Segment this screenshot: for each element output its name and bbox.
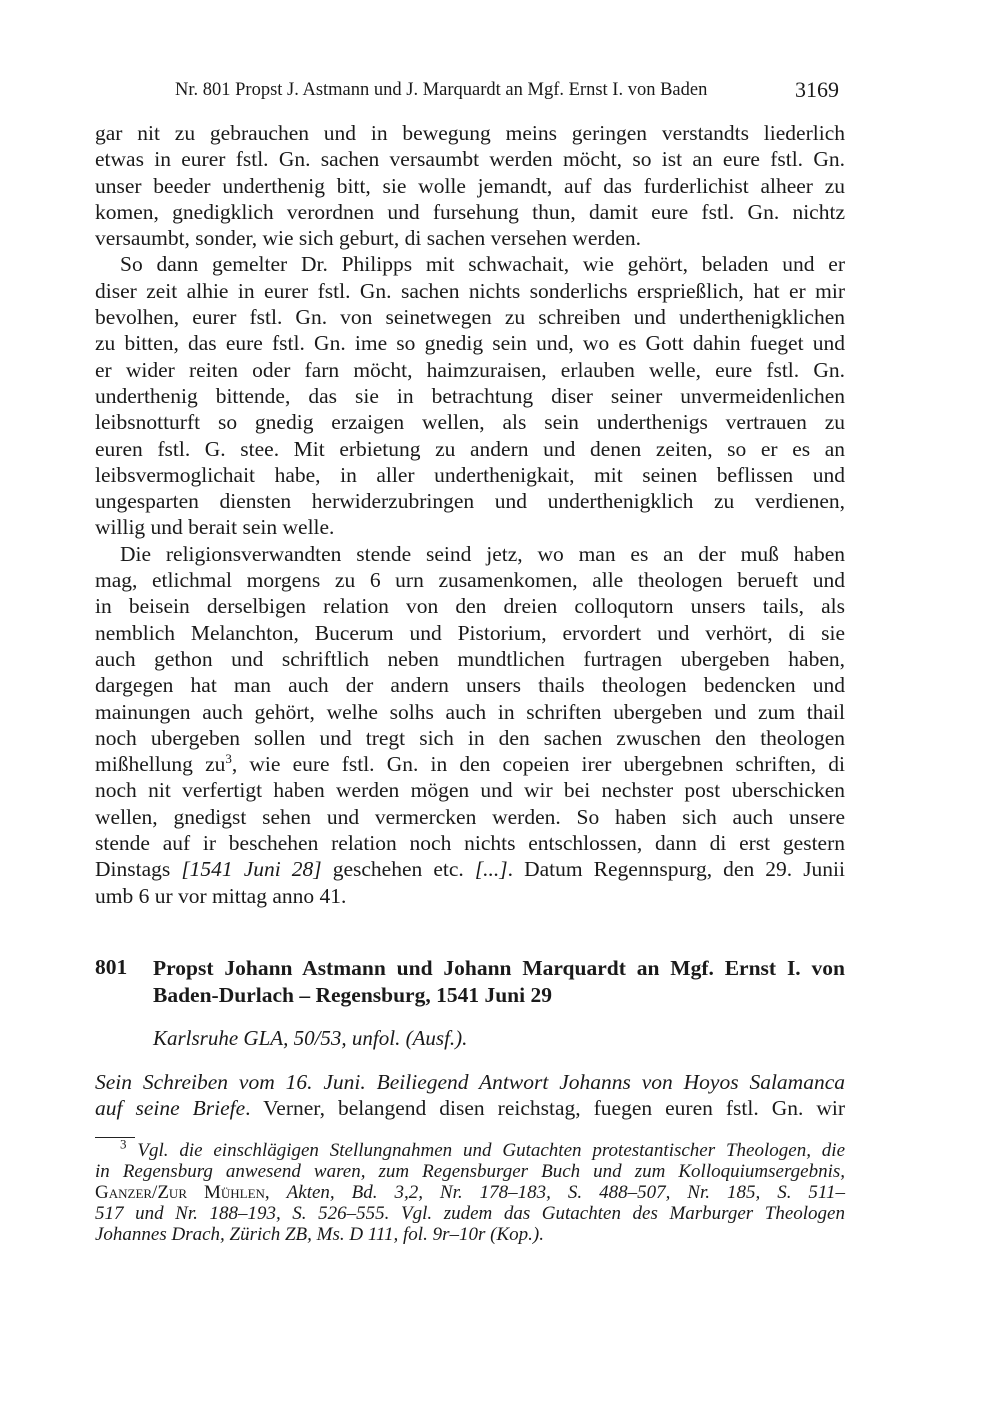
text-line	[95, 804, 845, 830]
text-segment: noch nit verfertigt haben werden mögen und wir bei nechster post uberschicken	[95, 778, 845, 803]
entry-title-line: Propst Johann Astmann und Johann Marquardt an Mgf. Ernst I. von	[153, 956, 845, 980]
text-line	[95, 620, 845, 646]
text-line	[95, 777, 845, 803]
letter-body-text	[95, 120, 845, 909]
text-segment: unser beeder underthenig bitt, sie wolle jemandt, auf das furderlichist alheer zu	[95, 173, 845, 198]
text-segment: Die religionsverwandten stende seind jetz, wo man es an der muß haben	[120, 541, 845, 566]
text-line	[95, 357, 845, 383]
text-segment: . Verner, belangend disen reichstag, fuegen euren fstl. Gn. wir	[245, 1096, 845, 1121]
text-segment: Dinstags	[95, 857, 182, 882]
footnote-marker: 3	[120, 1136, 127, 1152]
text-segment: leibsnotturft so gnedig erzaigen wellen, als sein underthenigs vertrauen zu	[95, 410, 845, 435]
text-segment: Akten, Bd. 3,2, Nr. 178–183, S. 488–507, Nr. 185, S. 511–	[286, 1182, 846, 1203]
text-segment: auch gethon und schriftlich neben mundtlichen furtragen ubergeben haben,	[95, 646, 845, 671]
text-line	[95, 883, 845, 909]
text-line	[95, 856, 845, 882]
text-line	[95, 1224, 845, 1245]
text-segment: , wie eure fstl. Gn. in den copeien irer ubergebnen schriften, di	[231, 752, 845, 777]
text-segment: euren fstl. G. stee. Mit erbietung zu andern und denen zeiten, so er es an	[95, 436, 845, 461]
text-segment: in beisein derselbigen relation von den dreien colloqutorn unsers tails, als	[95, 594, 845, 619]
text-line	[95, 330, 845, 356]
text-segment: Johannes Drach, Zürich ZB, Ms. D 111, fol. 9r–10r (Kop.).	[95, 1224, 544, 1245]
text-segment: noch ubergeben sollen und tregt sich in den sachen zwuschen den theologen	[95, 725, 845, 750]
text-line	[95, 1182, 845, 1203]
archival-source: Karlsruhe GLA, 50/53, unfol. (Ausf.).	[153, 1026, 468, 1050]
text-segment: willig und berait sein welle.	[95, 515, 335, 540]
text-line	[95, 173, 845, 199]
page-number: 3169	[795, 77, 839, 102]
text-segment	[127, 1140, 138, 1161]
footnote	[95, 1136, 846, 1245]
text-segment: komen, gnedigklich verordnen und fursehung thun, damit eure fstl. Gn. nichtz	[95, 199, 845, 224]
text-segment: [...]	[474, 857, 508, 882]
text-segment: [1541 Juni 28]	[181, 857, 322, 882]
running-header: Nr. 801 Propst J. Astmann und J. Marquardt an Mgf. Ernst I. von Baden	[175, 80, 708, 100]
text-segment: mag, etlichmal morgens zu 6 urn zusamenkomen, alle theologen berueft und	[95, 568, 845, 593]
text-segment: mainungen auch gehört, welhe solhs auch in schriften ubergeben und zum thail	[95, 699, 845, 724]
text-line	[95, 1161, 845, 1182]
text-segment: in Regensburg anwesend waren, zum Regensburger Buch und zum Kolloquiumsergebnis,	[95, 1161, 845, 1182]
text-segment: zu bitten, das eure fstl. Gn. ime so gnedig sein und, wo es Gott dahin fueget und	[95, 331, 845, 356]
text-line	[95, 225, 845, 251]
text-segment: gar nit zu gebrauchen und in bewegung meins geringen verstandts liederlich	[95, 121, 845, 145]
text-segment: ungesparten diensten herwiderzubringen und underthenigklich zu verdienen,	[95, 489, 845, 514]
text-line	[95, 1136, 845, 1161]
text-line	[95, 462, 845, 488]
text-segment: underthenig bittende, das sie in betrachtung diser seiner unvermeidenlichen	[95, 383, 845, 408]
text-line	[95, 436, 845, 462]
text-line	[95, 725, 845, 751]
entry-heading	[95, 955, 845, 1009]
text-segment: diser zeit alhie in eurer fstl. Gn. sachen nichts sonderlichs ersprießlich, hat er mir	[95, 278, 845, 303]
text-line	[95, 514, 845, 540]
text-segment: leibsvermoglichait habe, in aller underthenigkait, mit seinen beflissen und	[95, 462, 845, 487]
text-line	[95, 383, 845, 409]
text-line	[95, 541, 845, 567]
text-line	[95, 672, 845, 698]
text-segment: dargegen hat man auch der andern unsers thails theologen bedencken und	[95, 673, 845, 698]
text-segment: So dann gemelter Dr. Philipps mit schwachait, wie gehört, beladen und er	[120, 252, 845, 277]
text-line	[95, 1069, 845, 1095]
text-segment: Ganzer/Zur Mühlen	[95, 1182, 265, 1203]
text-segment: auf seine Briefe	[95, 1096, 246, 1121]
text-segment: etwas in eurer fstl. Gn. sachen versaumbt werden möcht, so ist an eure fstl. Gn.	[95, 147, 845, 172]
text-line	[95, 278, 845, 304]
text-segment: nemblich Melanchton, Bucerum und Pistorium, ervordert und verhört, di sie	[95, 620, 845, 645]
text-segment: ,	[264, 1182, 287, 1203]
footnote-rule	[95, 1137, 135, 1138]
text-segment: versaumbt, sonder, wie sich geburt, di sachen versehen werden.	[95, 226, 642, 251]
text-segment: er wider reiten oder farn möcht, haimzuraisen, erlauben welle, eure fstl. Gn.	[95, 357, 845, 382]
text-line	[95, 1095, 845, 1121]
text-line	[95, 409, 845, 435]
text-line	[95, 1203, 845, 1224]
text-line	[95, 146, 845, 172]
text-line	[95, 593, 845, 619]
entry-title-line: Baden-Durlach – Regensburg, 1541 Juni 29	[153, 983, 552, 1007]
text-segment: Vgl. die einschlägigen Stellungnahmen und Gutachten protestantischer Theologen, die	[137, 1140, 845, 1161]
text-line	[95, 120, 845, 146]
text-line	[95, 699, 845, 725]
text-line	[95, 251, 845, 277]
entry-summary	[95, 1069, 845, 1122]
text-line	[95, 304, 845, 330]
text-segment: 517 und Nr. 188–193, S. 526–555. Vgl. zudem das Gutachten des Marburger Theologen	[95, 1203, 845, 1224]
text-line	[95, 199, 845, 225]
text-segment: . Datum Regennspurg, den 29. Junii	[507, 857, 846, 882]
text-segment: geschehen etc.	[321, 857, 475, 882]
text-line	[95, 488, 845, 514]
text-segment: Sein Schreiben vom 16. Juni. Beiliegend Antwort Johanns von Hoyos Salamanca	[95, 1070, 845, 1094]
text-segment: umb 6 ur vor mittag anno 41.	[95, 883, 347, 908]
text-line	[95, 567, 845, 593]
text-line	[95, 830, 845, 856]
footnote-marker: 3	[225, 750, 232, 766]
text-line	[95, 751, 845, 777]
text-segment: wellen, gnedigst sehen und vermercken werden. So haben sich auch unsere	[95, 804, 845, 829]
text-line	[95, 646, 845, 672]
entry-number: 801	[95, 955, 128, 979]
text-segment: mißhellung zu	[95, 752, 226, 777]
text-segment: stende auf ir beschehen relation noch nichts entschlossen, dann di erst gestern	[95, 831, 845, 856]
text-segment: bevolhen, eurer fstl. Gn. von seinetwegen zu schreiben und underthenigklichen	[95, 305, 845, 330]
